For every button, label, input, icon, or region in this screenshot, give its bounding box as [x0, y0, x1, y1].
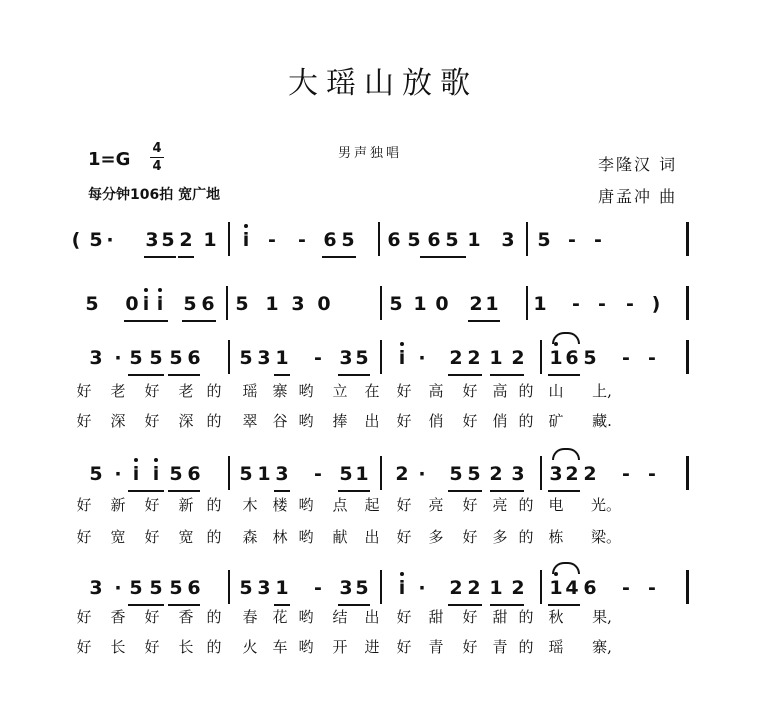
lyric-syllable: 好 [76, 528, 92, 546]
note: 6 [565, 347, 579, 369]
lyric-syllable: 老 [110, 382, 126, 400]
lyric-syllable: 新 [110, 496, 126, 514]
lyric-syllable: 捧 [332, 412, 348, 430]
note: - [568, 229, 576, 251]
lyric-line-3-2 [0, 410, 766, 432]
beam-underline [448, 490, 482, 492]
beam-underline [338, 374, 370, 376]
beam-underline [448, 374, 482, 376]
note: 5 [129, 577, 143, 599]
lyric-syllable: 好 [462, 412, 478, 430]
note: 1 [275, 577, 289, 599]
bar-line [540, 340, 542, 374]
lyric-syllable: 好 [144, 412, 160, 430]
lyric-syllable: 结 [332, 608, 348, 626]
lyric-syllable: 的 [518, 528, 534, 546]
lyric-syllable: 矿 [548, 412, 564, 430]
lyric-syllable: 哟 [298, 638, 314, 656]
note: ) [651, 293, 661, 315]
lyric-syllable: 出 [364, 412, 380, 430]
note: i [398, 577, 406, 599]
lyric-syllable: 青 [428, 638, 444, 656]
beam-underline [338, 490, 370, 492]
note: 1 [355, 463, 369, 485]
note: 5 [355, 577, 369, 599]
lyric-syllable: 木 [242, 496, 258, 514]
note: 1 [549, 347, 563, 369]
note: 4 [565, 577, 579, 599]
octave-dot [154, 458, 158, 462]
time-signature-divider [150, 157, 164, 158]
lyric-syllable: 瑶 [548, 638, 564, 656]
note: 5 [389, 293, 403, 315]
note: 5 [583, 347, 597, 369]
lyric-syllable: 开 [332, 638, 348, 656]
octave-dot [400, 342, 404, 346]
note: 6 [427, 229, 441, 251]
note: - [648, 463, 656, 485]
lyric-syllable: 老 [178, 382, 194, 400]
note: · [418, 577, 426, 599]
note: 1 [489, 577, 503, 599]
lyric-syllable: 好 [76, 608, 92, 626]
note: 3 [257, 347, 271, 369]
lyric-syllable: 好 [462, 496, 478, 514]
final-bar-line [686, 456, 689, 490]
notation-system-2 [0, 292, 766, 332]
lyric-syllable: 俏 [428, 412, 444, 430]
note: · [418, 463, 426, 485]
note: 1 [265, 293, 279, 315]
beam-underline [490, 374, 524, 376]
lyric-syllable: 哟 [298, 528, 314, 546]
note: - [298, 229, 306, 251]
lyric-syllable: 火 [242, 638, 258, 656]
lyric-syllable: 秋 [548, 608, 564, 626]
note: - [626, 293, 634, 315]
note: 5 [169, 347, 183, 369]
lyric-syllable: 出 [364, 608, 380, 626]
octave-dot [400, 572, 404, 576]
lyric-syllable: 谷 [272, 412, 288, 430]
note: 2 [469, 293, 483, 315]
note: 5 [445, 229, 459, 251]
lyric-syllable: 的 [206, 382, 222, 400]
notation-system-1 [0, 228, 766, 268]
note: 3 [89, 577, 103, 599]
note: - [572, 293, 580, 315]
lyric-syllable: 青 [492, 638, 508, 656]
note: - [648, 577, 656, 599]
beam-underline [144, 256, 176, 258]
lyricist-credit: 李隆汉 词 [598, 155, 678, 174]
lyric-syllable: 的 [206, 412, 222, 430]
note: 1 [203, 229, 217, 251]
lyric-syllable: 哟 [298, 608, 314, 626]
note: - [314, 347, 322, 369]
note: 6 [387, 229, 401, 251]
final-bar-line [686, 570, 689, 604]
note: 3 [339, 577, 353, 599]
lyric-syllable: 新 [178, 496, 194, 514]
note: i [142, 293, 150, 315]
beam-underline [274, 374, 290, 376]
key-signature: 1=G [88, 149, 131, 170]
note: 2 [489, 463, 503, 485]
note: 0 [317, 293, 331, 315]
beam-underline [322, 256, 356, 258]
note: 1 [533, 293, 547, 315]
note: 5 [239, 463, 253, 485]
octave-dot [144, 288, 148, 292]
lyric-syllable: 俏 [492, 412, 508, 430]
note: 1 [549, 577, 563, 599]
bar-line [526, 222, 528, 256]
note: 5 [183, 293, 197, 315]
bar-line [226, 286, 228, 320]
lyric-syllable: 好 [396, 412, 412, 430]
note: 3 [89, 347, 103, 369]
lyric-syllable: 高 [492, 382, 508, 400]
lyric-syllable: 好 [462, 382, 478, 400]
lyric-syllable: 香 [110, 608, 126, 626]
octave-dot [134, 458, 138, 462]
note: ( [71, 229, 81, 251]
final-bar-line [686, 222, 689, 256]
note: 1 [467, 229, 481, 251]
lyric-syllable: 的 [518, 608, 534, 626]
song-title: 大瑶山放歌 [288, 66, 478, 101]
beam-underline [548, 374, 580, 376]
note: 1 [485, 293, 499, 315]
note: 2 [179, 229, 193, 251]
beam-underline [168, 374, 200, 376]
lyric-syllable: 好 [462, 608, 478, 626]
note: 5 [407, 229, 421, 251]
lyric-syllable: 起 [364, 496, 380, 514]
note: i [156, 293, 164, 315]
bar-line [540, 570, 542, 604]
beam-underline [420, 256, 466, 258]
lyric-syllable: 电 [548, 496, 564, 514]
note: - [314, 463, 322, 485]
beam-underline [124, 320, 168, 322]
note: 6 [187, 463, 201, 485]
lyric-syllable: 栋 [548, 528, 564, 546]
beam-underline [274, 490, 290, 492]
note: 1 [275, 347, 289, 369]
note: · [106, 229, 114, 251]
lyric-syllable: 好 [76, 382, 92, 400]
note: i [398, 347, 406, 369]
note: - [622, 347, 630, 369]
lyric-syllable: 好 [144, 382, 160, 400]
note: 3 [501, 229, 515, 251]
lyric-syllable: 多 [492, 528, 508, 546]
note: 2 [583, 463, 597, 485]
beam-underline [182, 320, 216, 322]
lyric-syllable: 出 [364, 528, 380, 546]
lyric-syllable: 长 [178, 638, 194, 656]
note: · [114, 347, 122, 369]
bar-line [380, 570, 382, 604]
lyric-line-5-1 [0, 606, 766, 628]
note: 2 [511, 577, 525, 599]
time-signature-top: 4 [152, 141, 162, 156]
note: 3 [291, 293, 305, 315]
note: 5 [355, 347, 369, 369]
lyric-syllable: 多 [428, 528, 444, 546]
lyric-syllable: 甜 [492, 608, 508, 626]
bar-line [228, 456, 230, 490]
note: 3 [511, 463, 525, 485]
note: 5 [467, 463, 481, 485]
note: 2 [467, 347, 481, 369]
bar-line [380, 286, 382, 320]
note: 5 [161, 229, 175, 251]
lyric-syllable: 高 [428, 382, 444, 400]
lyric-line-3-1 [0, 380, 766, 402]
note: i [152, 463, 160, 485]
note: 5 [85, 293, 99, 315]
lyric-syllable: 好 [76, 496, 92, 514]
note: 5 [235, 293, 249, 315]
lyric-syllable: 梁。 [591, 528, 622, 546]
time-signature-bottom: 4 [152, 159, 162, 174]
bar-line [540, 456, 542, 490]
lyric-syllable: 光。 [591, 496, 622, 514]
lyric-syllable: 楼 [272, 496, 288, 514]
lyric-syllable: 山 [548, 382, 564, 400]
lyric-syllable: 哟 [298, 382, 314, 400]
lyric-syllable: 好 [144, 608, 160, 626]
note: 0 [125, 293, 139, 315]
beam-underline [168, 490, 200, 492]
lyric-line-4-2 [0, 526, 766, 548]
lyric-syllable: 进 [364, 638, 380, 656]
lyric-syllable: 好 [76, 638, 92, 656]
lyric-syllable: 哟 [298, 496, 314, 514]
lyric-syllable: 森 [242, 528, 258, 546]
bar-line [380, 340, 382, 374]
note: 5 [169, 463, 183, 485]
note: 5 [239, 347, 253, 369]
beam-underline [128, 374, 164, 376]
bar-line [228, 222, 230, 256]
lyric-line-4-1 [0, 494, 766, 516]
note: - [648, 347, 656, 369]
lyric-syllable: 的 [518, 496, 534, 514]
note: 5 [449, 463, 463, 485]
lyric-syllable: 好 [396, 496, 412, 514]
lyric-syllable: 的 [206, 528, 222, 546]
lyric-syllable: 林 [272, 528, 288, 546]
tempo-marking: 每分钟106拍 宽广地 [88, 187, 221, 203]
note: 6 [323, 229, 337, 251]
bar-line [380, 456, 382, 490]
lyric-syllable: 宽 [178, 528, 194, 546]
composer-credit: 唐孟冲 曲 [598, 187, 678, 206]
note: 5 [537, 229, 551, 251]
lyric-syllable: 深 [178, 412, 194, 430]
note: 3 [549, 463, 563, 485]
lyric-syllable: 长 [110, 638, 126, 656]
lyric-syllable: 花 [272, 608, 288, 626]
note: · [114, 577, 122, 599]
lyric-syllable: 亮 [492, 496, 508, 514]
performance-type: 男声独唱 [338, 146, 403, 161]
lyric-syllable: 翠 [242, 412, 258, 430]
note: 3 [145, 229, 159, 251]
note: 5 [239, 577, 253, 599]
note: - [622, 577, 630, 599]
bar-line [526, 286, 528, 320]
lyric-syllable: 好 [144, 528, 160, 546]
lyric-syllable: 藏. [592, 412, 612, 430]
beam-underline [490, 490, 524, 492]
note: 5 [149, 577, 163, 599]
lyric-syllable: 好 [396, 528, 412, 546]
lyric-syllable: 好 [462, 638, 478, 656]
bar-line [228, 340, 230, 374]
note: - [598, 293, 606, 315]
time-signature [150, 141, 164, 174]
final-bar-line [686, 340, 689, 374]
note: · [114, 463, 122, 485]
beam-underline [128, 490, 164, 492]
note: 6 [187, 577, 201, 599]
lyric-line-5-2 [0, 636, 766, 658]
lyric-syllable: 的 [206, 638, 222, 656]
note: i [132, 463, 140, 485]
bar-line [378, 222, 380, 256]
lyric-syllable: 寨, [592, 638, 612, 656]
lyric-syllable: 点 [332, 496, 348, 514]
fermata-tie [552, 332, 580, 344]
note: · [418, 347, 426, 369]
note: 5 [89, 463, 103, 485]
beam-underline [468, 320, 500, 322]
bar-line [228, 570, 230, 604]
lyric-syllable: 好 [462, 528, 478, 546]
lyric-syllable: 上, [592, 382, 612, 400]
note: - [314, 577, 322, 599]
note: 2 [449, 347, 463, 369]
note: 6 [187, 347, 201, 369]
note: 3 [275, 463, 289, 485]
note: 5 [169, 577, 183, 599]
lyric-syllable: 好 [396, 382, 412, 400]
note: 5 [129, 347, 143, 369]
lyric-syllable: 好 [144, 638, 160, 656]
note: 2 [565, 463, 579, 485]
lyric-syllable: 春 [242, 608, 258, 626]
fermata-tie [552, 562, 580, 574]
note: 5 [89, 229, 103, 251]
lyric-syllable: 好 [396, 608, 412, 626]
note: 2 [395, 463, 409, 485]
lyric-syllable: 好 [144, 496, 160, 514]
lyric-syllable: 献 [332, 528, 348, 546]
lyric-syllable: 果, [592, 608, 612, 626]
note: 1 [489, 347, 503, 369]
note: - [268, 229, 276, 251]
note: - [622, 463, 630, 485]
note: 6 [201, 293, 215, 315]
note: 5 [341, 229, 355, 251]
octave-dot [244, 224, 248, 228]
note: 1 [257, 463, 271, 485]
lyric-syllable: 立 [332, 382, 348, 400]
lyric-syllable: 香 [178, 608, 194, 626]
note: 1 [413, 293, 427, 315]
final-bar-line [686, 286, 689, 320]
lyric-syllable: 在 [364, 382, 380, 400]
note: 6 [583, 577, 597, 599]
lyric-syllable: 深 [110, 412, 126, 430]
lyric-syllable: 宽 [110, 528, 126, 546]
lyric-syllable: 甜 [428, 608, 444, 626]
beam-underline [548, 490, 580, 492]
lyric-syllable: 好 [76, 412, 92, 430]
fermata-tie [552, 448, 580, 460]
octave-dot [158, 288, 162, 292]
lyric-syllable: 寨 [272, 382, 288, 400]
note: 0 [435, 293, 449, 315]
note: 2 [511, 347, 525, 369]
note: 2 [467, 577, 481, 599]
lyric-syllable: 的 [518, 382, 534, 400]
note: 5 [149, 347, 163, 369]
lyric-syllable: 瑶 [242, 382, 258, 400]
lyric-syllable: 的 [518, 638, 534, 656]
lyric-syllable: 的 [206, 496, 222, 514]
lyric-syllable: 亮 [428, 496, 444, 514]
lyric-syllable: 车 [272, 638, 288, 656]
note: 2 [449, 577, 463, 599]
note: i [242, 229, 250, 251]
note: 5 [339, 463, 353, 485]
lyric-syllable: 哟 [298, 412, 314, 430]
lyric-syllable: 的 [518, 412, 534, 430]
note: - [594, 229, 602, 251]
beam-underline [178, 256, 194, 258]
lyric-syllable: 的 [206, 608, 222, 626]
lyric-syllable: 好 [396, 638, 412, 656]
note: 3 [339, 347, 353, 369]
note: 3 [257, 577, 271, 599]
